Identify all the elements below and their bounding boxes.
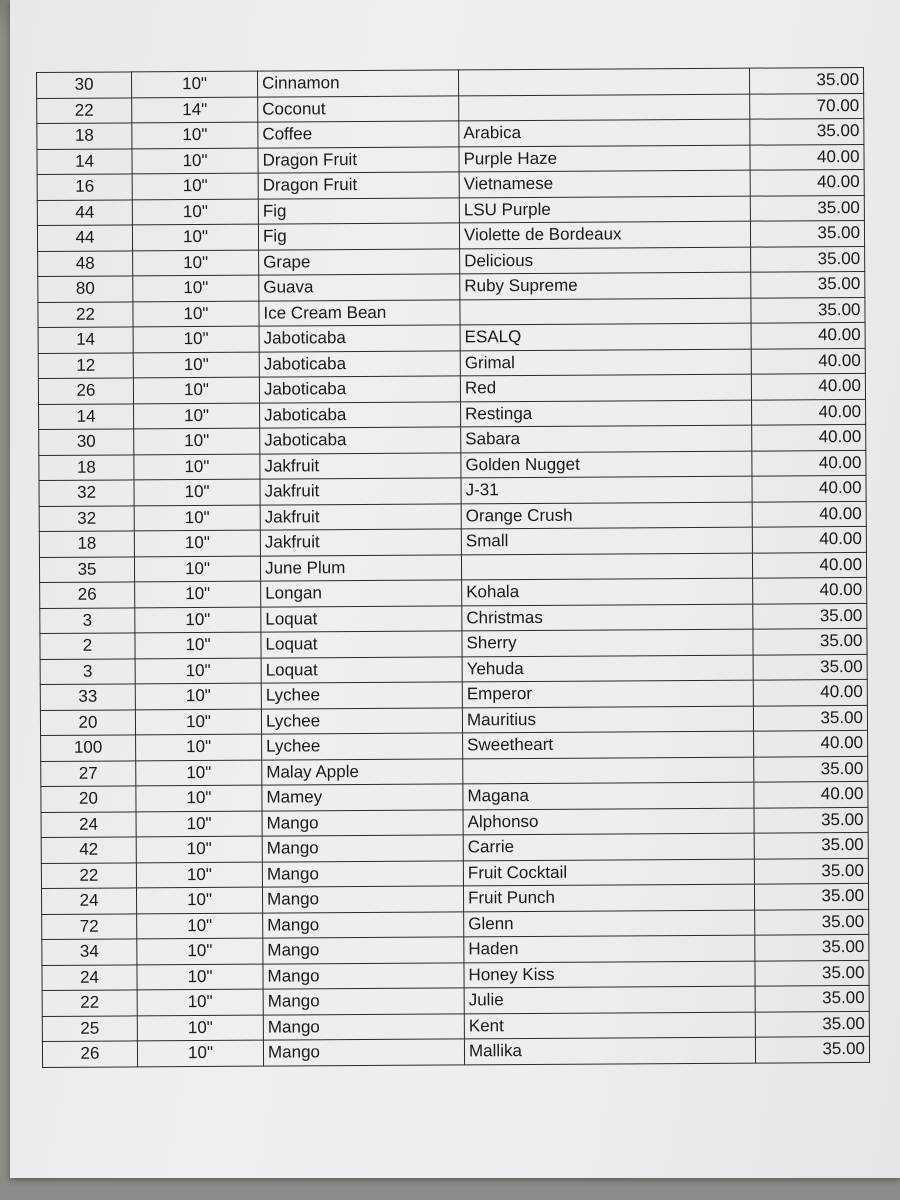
price-cell: 35.00: [753, 628, 867, 654]
inventory-table-wrapper: [36, 67, 870, 1068]
pot-size-cell: 10": [137, 1040, 263, 1066]
price-cell: 35.00: [755, 1036, 869, 1062]
price-cell: 35.00: [755, 909, 869, 935]
pot-size-cell: 10": [134, 556, 260, 582]
variety-cell: Violette de Bordeaux: [459, 221, 750, 248]
pot-size-cell: 10": [136, 862, 262, 888]
variety-cell: Emperor: [462, 680, 753, 707]
plant-name-cell: Jaboticaba: [259, 325, 460, 352]
quantity-cell: 33: [40, 684, 135, 710]
price-cell: 40.00: [752, 424, 866, 450]
pot-size-cell: 10": [136, 887, 262, 913]
variety-cell: Carrie: [463, 833, 754, 860]
price-cell: 40.00: [752, 450, 866, 476]
pot-size-cell: 10": [132, 148, 258, 174]
price-cell: 35.00: [755, 960, 869, 986]
pot-size-cell: 10": [132, 173, 258, 199]
plant-name-cell: Malay Apple: [262, 758, 463, 785]
quantity-cell: 12: [38, 352, 133, 378]
pot-size-cell: 10": [137, 913, 263, 939]
price-cell: 70.00: [750, 93, 864, 119]
variety-cell: [463, 757, 754, 784]
quantity-cell: 27: [41, 760, 136, 786]
plant-name-cell: Mango: [263, 911, 464, 938]
plant-name-cell: Coconut: [258, 95, 459, 122]
quantity-cell: 30: [39, 429, 134, 455]
variety-cell: Mallika: [464, 1037, 755, 1064]
quantity-cell: 42: [41, 837, 136, 863]
pot-size-cell: 10": [135, 632, 261, 658]
variety-cell: Orange Crush: [461, 502, 752, 529]
variety-cell: Red: [460, 374, 751, 401]
price-cell: 35.00: [755, 1011, 869, 1037]
quantity-cell: 20: [41, 786, 136, 812]
price-cell: 35.00: [750, 195, 864, 221]
variety-cell: Ruby Supreme: [460, 272, 751, 299]
variety-cell: Haden: [464, 935, 755, 962]
quantity-cell: 24: [41, 888, 136, 914]
plant-name-cell: Fig: [258, 223, 459, 250]
plant-name-cell: Dragon Fruit: [258, 146, 459, 173]
pot-size-cell: 10": [134, 428, 260, 454]
price-cell: 40.00: [750, 144, 864, 170]
pot-size-cell: 10": [136, 785, 262, 811]
quantity-cell: 26: [38, 378, 133, 404]
quantity-cell: 32: [39, 480, 134, 506]
variety-cell: J-31: [461, 476, 752, 503]
plant-name-cell: Jakfruit: [260, 503, 461, 530]
plant-name-cell: Longan: [261, 580, 462, 607]
variety-cell: Fruit Cocktail: [463, 859, 754, 886]
plant-name-cell: Jakfruit: [260, 478, 461, 505]
price-cell: 35.00: [751, 297, 865, 323]
plant-name-cell: Loquat: [261, 656, 462, 683]
variety-cell: Glenn: [464, 910, 755, 937]
pot-size-cell: 10": [136, 760, 262, 786]
price-cell: 35.00: [750, 118, 864, 144]
quantity-cell: 26: [42, 1041, 137, 1067]
quantity-cell: 72: [42, 913, 137, 939]
quantity-cell: 30: [37, 72, 132, 98]
pot-size-cell: 10": [137, 989, 263, 1015]
quantity-cell: 26: [40, 582, 135, 608]
plant-name-cell: Grape: [259, 248, 460, 275]
quantity-cell: 80: [38, 276, 133, 302]
plant-name-cell: Fig: [258, 197, 459, 224]
plant-name-cell: Cinnamon: [257, 70, 458, 97]
price-cell: 40.00: [753, 679, 867, 705]
quantity-cell: 2: [40, 633, 135, 659]
plant-name-cell: Mango: [262, 835, 463, 862]
price-cell: 40.00: [751, 322, 865, 348]
pot-size-cell: 10": [137, 964, 263, 990]
pot-size-cell: 10": [136, 734, 262, 760]
price-cell: 35.00: [755, 934, 869, 960]
variety-cell: Kent: [464, 1012, 755, 1039]
price-cell: 35.00: [749, 67, 863, 93]
pot-size-cell: 10": [136, 836, 262, 862]
variety-cell: ESALQ: [460, 323, 751, 350]
pot-size-cell: 10": [135, 658, 261, 684]
variety-cell: Vietnamese: [459, 170, 750, 197]
variety-cell: Delicious: [460, 247, 751, 274]
pot-size-cell: 10": [133, 275, 259, 301]
quantity-cell: 22: [42, 990, 137, 1016]
quantity-cell: 22: [38, 301, 133, 327]
quantity-cell: 22: [37, 97, 132, 123]
variety-cell: [458, 68, 749, 95]
plant-name-cell: Jaboticaba: [260, 427, 461, 454]
variety-cell: Grimal: [460, 349, 751, 376]
quantity-cell: 22: [41, 862, 136, 888]
quantity-cell: 48: [38, 250, 133, 276]
pot-size-cell: 10": [134, 479, 260, 505]
variety-cell: Purple Haze: [459, 145, 750, 172]
quantity-cell: 44: [37, 225, 132, 251]
price-cell: 35.00: [754, 858, 868, 884]
quantity-cell: 14: [39, 403, 134, 429]
quantity-cell: 18: [37, 123, 132, 149]
quantity-cell: 3: [40, 607, 135, 633]
variety-cell: Magana: [463, 782, 754, 809]
pot-size-cell: 10": [134, 403, 260, 429]
pot-size-cell: 10": [132, 224, 258, 250]
pot-size-cell: 10": [133, 250, 259, 276]
price-cell: 35.00: [754, 756, 868, 782]
quantity-cell: 16: [37, 174, 132, 200]
variety-cell: Christmas: [462, 604, 753, 631]
quantity-cell: 18: [39, 531, 134, 557]
pot-size-cell: 10": [132, 199, 258, 225]
pot-size-cell: 10": [135, 683, 261, 709]
price-cell: 40.00: [752, 552, 866, 578]
plant-name-cell: Mango: [263, 988, 464, 1015]
pot-size-cell: 10": [132, 71, 258, 97]
quantity-cell: 20: [40, 709, 135, 735]
pot-size-cell: 10": [133, 352, 259, 378]
variety-cell: Small: [461, 527, 752, 554]
pot-size-cell: 10": [135, 607, 261, 633]
plant-name-cell: Mango: [263, 937, 464, 964]
variety-cell: Julie: [464, 986, 755, 1013]
price-cell: 35.00: [751, 246, 865, 272]
price-cell: 40.00: [752, 501, 866, 527]
pot-size-cell: 10": [135, 709, 261, 735]
variety-cell: Sabara: [461, 425, 752, 452]
quantity-cell: 44: [37, 199, 132, 225]
price-cell: 40.00: [751, 373, 865, 399]
plant-name-cell: Lychee: [261, 682, 462, 709]
quantity-cell: 100: [41, 735, 136, 761]
variety-cell: [459, 94, 750, 121]
plant-name-cell: Mango: [262, 860, 463, 887]
variety-cell: Mauritius: [462, 706, 753, 733]
table-row: [42, 1036, 869, 1067]
price-cell: 40.00: [752, 475, 866, 501]
plant-name-cell: Mamey: [262, 784, 463, 811]
plant-name-cell: Loquat: [261, 631, 462, 658]
variety-cell: Sweetheart: [463, 731, 754, 758]
variety-cell: Restinga: [461, 400, 752, 427]
plant-name-cell: Jaboticaba: [260, 401, 461, 428]
price-cell: 35.00: [754, 883, 868, 909]
price-cell: 35.00: [750, 220, 864, 246]
quantity-cell: 25: [42, 1015, 137, 1041]
pot-size-cell: 10": [133, 377, 259, 403]
pot-size-cell: 10": [135, 581, 261, 607]
plant-name-cell: Ice Cream Bean: [259, 299, 460, 326]
plant-name-cell: Mango: [263, 962, 464, 989]
variety-cell: Honey Kiss: [464, 961, 755, 988]
plant-name-cell: Jaboticaba: [259, 350, 460, 377]
price-cell: 40.00: [752, 526, 866, 552]
price-cell: 35.00: [753, 654, 867, 680]
variety-cell: Alphonso: [463, 808, 754, 835]
plant-name-cell: Coffee: [258, 121, 459, 148]
variety-cell: LSU Purple: [459, 196, 750, 223]
price-cell: 35.00: [754, 807, 868, 833]
pot-size-cell: 10": [137, 1015, 263, 1041]
price-cell: 40.00: [750, 169, 864, 195]
quantity-cell: 34: [42, 939, 137, 965]
variety-cell: Yehuda: [462, 655, 753, 682]
variety-cell: Kohala: [462, 578, 753, 605]
pot-size-cell: 10": [134, 454, 260, 480]
quantity-cell: 18: [39, 454, 134, 480]
pot-size-cell: 14": [132, 97, 258, 123]
quantity-cell: 32: [39, 505, 134, 531]
pot-size-cell: 10": [136, 811, 262, 837]
quantity-cell: 24: [41, 811, 136, 837]
plant-name-cell: Mango: [262, 886, 463, 913]
quantity-cell: 3: [40, 658, 135, 684]
price-cell: 40.00: [752, 399, 866, 425]
plant-name-cell: June Plum: [260, 554, 461, 581]
plant-name-cell: Mango: [263, 1013, 464, 1040]
price-cell: 35.00: [753, 705, 867, 731]
variety-cell: Fruit Punch: [463, 884, 754, 911]
plant-name-cell: Dragon Fruit: [258, 172, 459, 199]
price-cell: 35.00: [755, 985, 869, 1011]
pot-size-cell: 10": [134, 505, 260, 531]
quantity-cell: 14: [38, 327, 133, 353]
pot-size-cell: 10": [134, 530, 260, 556]
plant-name-cell: Mango: [263, 1039, 464, 1066]
variety-cell: [460, 298, 751, 325]
plant-name-cell: Guava: [259, 274, 460, 301]
quantity-cell: 14: [37, 148, 132, 174]
plant-name-cell: Lychee: [262, 733, 463, 760]
pot-size-cell: 10": [137, 938, 263, 964]
pot-size-cell: 10": [132, 122, 258, 148]
variety-cell: Arabica: [459, 119, 750, 146]
variety-cell: Golden Nugget: [461, 451, 752, 478]
plant-name-cell: Mango: [262, 809, 463, 836]
plant-name-cell: Jakfruit: [260, 529, 461, 556]
variety-cell: Sherry: [462, 629, 753, 656]
plant-name-cell: Jaboticaba: [259, 376, 460, 403]
quantity-cell: 24: [42, 964, 137, 990]
plant-name-cell: Lychee: [261, 707, 462, 734]
price-cell: 40.00: [754, 730, 868, 756]
price-cell: 35.00: [751, 271, 865, 297]
pot-size-cell: 10": [133, 326, 259, 352]
quantity-cell: 35: [39, 556, 134, 582]
table-body: [37, 67, 870, 1067]
plant-name-cell: Loquat: [261, 605, 462, 632]
plant-name-cell: Jakfruit: [260, 452, 461, 479]
price-cell: 35.00: [754, 832, 868, 858]
variety-cell: [461, 553, 752, 580]
pot-size-cell: 10": [133, 301, 259, 327]
price-cell: 35.00: [753, 603, 867, 629]
price-cell: 40.00: [754, 781, 868, 807]
price-cell: 40.00: [751, 348, 865, 374]
price-cell: 40.00: [753, 577, 867, 603]
plant-inventory-table: [36, 67, 870, 1068]
